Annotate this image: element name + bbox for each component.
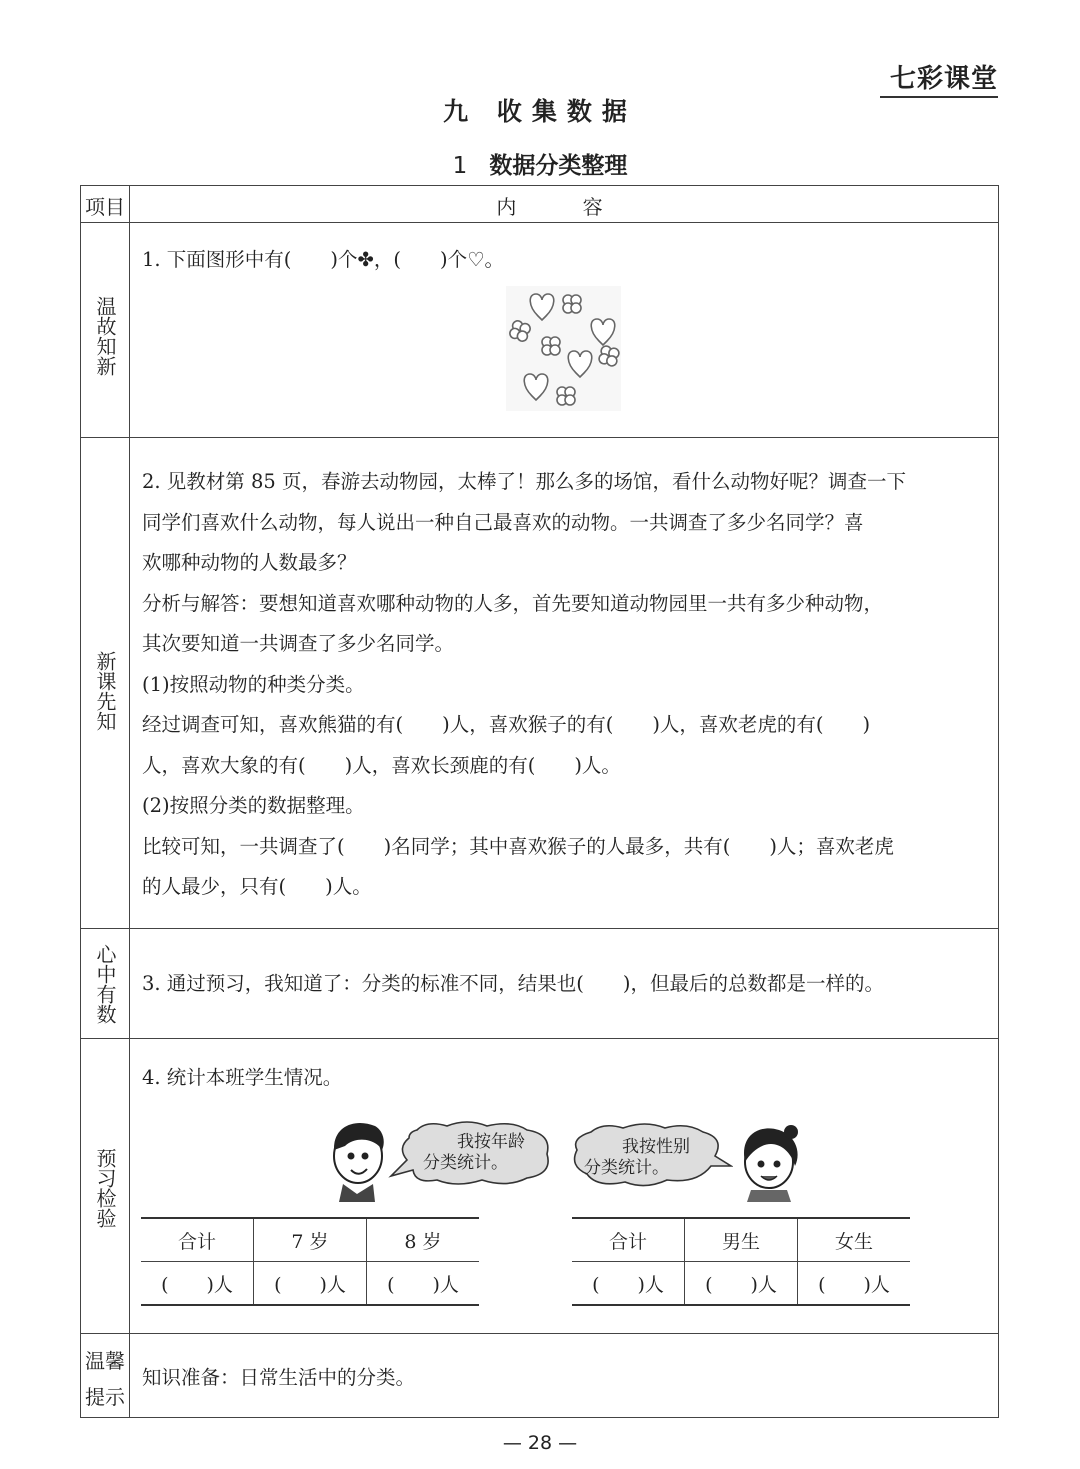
girl-figure (731, 1122, 807, 1202)
bubble-line: 我按年龄 (457, 1132, 525, 1152)
age-table (141, 1217, 479, 1306)
lesson-title (0, 147, 1080, 180)
header-content: 内 容 (496, 195, 633, 219)
text-line: 其次要知道一共调查了多少名同学。 (142, 632, 455, 655)
clover-icon (563, 295, 581, 313)
page-number: — 28 — (502, 1432, 578, 1454)
text-line: 比较可知，一共调查了( )名同学；其中喜欢猴子的人最多，共有( )人；喜欢老虎 (142, 834, 894, 858)
text-line: 2. 见教材第 85 页，春游去动物园，太棒了！那么多的场馆，看什么动物好呢？调查一下 (142, 470, 907, 493)
table-header-cell: 合计 (572, 1218, 685, 1262)
table-header-cell: 7 岁 (254, 1218, 367, 1262)
bubble-line: 分类统计。 (584, 1158, 669, 1178)
text-line: 人，喜欢大象的有( )人，喜欢长颈鹿的有( )人。 (142, 753, 621, 777)
worksheet-table (80, 185, 999, 1418)
text-line: 经过调查可知，喜欢熊猫的有( )人，喜欢猴子的有( )人，喜欢老虎的有( ) (142, 713, 871, 736)
question-4: 4. 统计本班学生情况。 (142, 1066, 343, 1089)
label-line: 提示 (85, 1385, 125, 1409)
table-header-cell: 女生 (798, 1218, 911, 1262)
question-2 (142, 462, 992, 908)
table-cell: ( )人 (254, 1262, 367, 1306)
text-line: 的人最少，只有( )人。 (142, 875, 372, 898)
label-tip (81, 1343, 129, 1415)
column-divider (129, 186, 130, 1417)
lesson-number: 1 (452, 153, 468, 179)
boy-figure (325, 1116, 395, 1202)
table-cell: ( )人 (367, 1262, 480, 1306)
bubble-line: 分类统计。 (423, 1153, 508, 1173)
clover-icon (542, 337, 560, 355)
header-item: 项目 (85, 195, 125, 219)
row-divider (81, 222, 998, 223)
text-line: (1)按照动物的种类分类。 (142, 672, 365, 696)
label-new-lesson: 新课先知 (93, 651, 117, 731)
label-preview-check: 预习检验 (93, 1148, 117, 1228)
row-divider (81, 1038, 998, 1039)
row-divider (81, 437, 998, 438)
question-3: 3. 通过预习，我知道了：分类的标准不同，结果也( )，但最后的总数都是一样的。 (142, 972, 885, 995)
label-mind: 心中有数 (93, 944, 117, 1024)
clover-icon (598, 345, 620, 367)
table-cell: ( )人 (141, 1262, 254, 1306)
label-review: 温故知新 (93, 296, 117, 376)
brand-logo: 七彩课堂 (889, 64, 998, 94)
table-header-cell: 男生 (685, 1218, 798, 1262)
table-cell: ( )人 (572, 1262, 685, 1306)
gender-table (572, 1217, 910, 1306)
row-divider (81, 1333, 998, 1334)
bubble-text-gender (584, 1137, 704, 1179)
table-header-cell: 合计 (141, 1218, 254, 1262)
chapter-title: 九 收集数据 (443, 97, 637, 126)
bubble-line: 我按性别 (622, 1137, 690, 1157)
question-1: 1. 下面图形中有( )个✤，( )个♡。 (142, 248, 505, 271)
table-cell: ( )人 (685, 1262, 798, 1306)
text-line: 同学们喜欢什么动物，每人说出一种自己最喜欢的动物。一共调查了多少名同学？喜 (142, 510, 864, 534)
label-line: 温馨 (85, 1349, 125, 1373)
table-cell: ( )人 (798, 1262, 911, 1306)
tip-text: 知识准备：日常生活中的分类。 (142, 1366, 416, 1389)
text-line: 分析与解答：要想知道喜欢哪种动物的人多，首先要知道动物园里一共有多少种动物， (142, 591, 884, 615)
clover-icon (557, 387, 575, 405)
row-divider (81, 928, 998, 929)
shapes-figure (506, 286, 621, 411)
table-header-cell: 8 岁 (367, 1218, 480, 1262)
text-line: (2)按照分类的数据整理。 (142, 794, 365, 817)
text-line: 欢哪种动物的人数最多？ (142, 551, 357, 574)
lesson-name: 数据分类整理 (489, 153, 628, 179)
bubble-text-age (423, 1132, 533, 1174)
